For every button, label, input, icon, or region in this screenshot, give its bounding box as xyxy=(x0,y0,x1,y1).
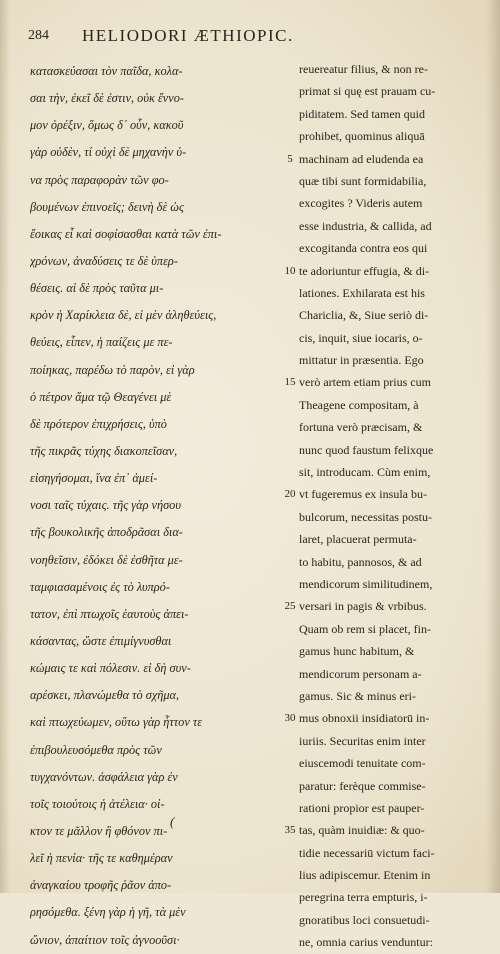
greek-line: ταμφιασαμένοις ἐς τὸ λυπρό- xyxy=(30,579,170,594)
greek-line: τυγχανόντων. ἀσφάλεια γὰρ ἐν xyxy=(30,769,178,784)
line-number-column xyxy=(281,58,299,954)
greek-line: λεῖ ἡ πενία· τῆς τε καθημέραν xyxy=(30,851,173,866)
greek-line: θεύεις, εἶπεν, ἡ παίζεις με πε- xyxy=(30,335,173,350)
latin-line: piditatem. Sed tamen quid xyxy=(299,106,425,121)
line-number: 15 xyxy=(284,376,296,389)
latin-line: mendicorum similitudinem, xyxy=(299,576,433,591)
latin-line: nunc quod faustum felixque xyxy=(299,442,434,457)
line-number: 30 xyxy=(284,712,296,725)
latin-line: machinam ad eludenda ea xyxy=(299,151,424,166)
greek-line: αρέσκει, πλανώμεθα τὸ σχῆμα, xyxy=(30,688,180,703)
latin-line: lius adipiscemur. Etenim in xyxy=(299,868,431,883)
latin-line: Quam ob rem si placet, fin- xyxy=(299,621,431,636)
latin-line: peregrina terra empturis, i- xyxy=(299,890,428,905)
greek-line: να πρὸς παραφορὰν τῶν φο- xyxy=(30,172,169,187)
greek-line: ρησόμεθα. ξένη γὰρ ἡ γῆ, τὰ μὲν xyxy=(30,905,186,920)
latin-line: Chariclia, &, Siue seriò di- xyxy=(299,308,429,323)
greek-line: κρὸν ἡ Χαρίκλεια δὲ, εἰ μὲν ἀληθεύεις, xyxy=(30,308,217,323)
latin-line: gnoratibus loci consuetudi- xyxy=(299,912,430,927)
greek-text-column xyxy=(30,58,275,954)
greek-line: ποίηκας, παρέδω τὸ παρὸν, εἰ γὰρ xyxy=(30,362,195,377)
greek-line: ἔοικας εἶ καὶ σοφίσασθαι κατὰ τῶν ἐπι- xyxy=(30,226,222,241)
latin-line: bulcorum, necessitas postu- xyxy=(299,509,432,524)
latin-line: fortuna verò præcisam, & xyxy=(299,420,423,435)
latin-line: excogites ? Videris autem xyxy=(299,196,423,211)
greek-line: κάσαντας, ὥστε ἐπιμίγνυσθαι xyxy=(30,633,172,648)
line-number: 25 xyxy=(284,600,296,613)
line-number: 20 xyxy=(284,488,296,501)
greek-line: τοῖς τοιούτοις ἡ ἀτέλεια· οἰ- xyxy=(30,796,165,811)
latin-line: rationi propior est pauper- xyxy=(299,800,425,815)
greek-line: τατον, ἐπὶ πτωχοῖς ἑαυτοὺς ἀπει- xyxy=(30,606,189,621)
latin-line: sit, introducam. Cùm enim, xyxy=(299,465,431,480)
running-title: HELIODORI ÆTHIOPIC. xyxy=(82,26,294,45)
greek-line: ἀναγκαίου τροφῆς ῥᾶον ἀπο- xyxy=(30,878,172,893)
latin-line: paratur: ferèque commise- xyxy=(299,778,426,793)
greek-line: βουμένων ἐπινοεῖς; δεινὴ δὲ ὡς xyxy=(30,199,184,214)
latin-line: gamus hunc habitum, & xyxy=(299,644,415,659)
latin-line: iuriis. Securitas enim inter xyxy=(299,733,426,748)
latin-line: Theagene compositam, à xyxy=(299,397,419,412)
latin-line: to habitu, pannosos, & ad xyxy=(299,554,422,569)
latin-line: primat si quę est prauam cu- xyxy=(299,84,436,99)
latin-line: esse industria, & callida, ad xyxy=(299,218,432,233)
latin-line: verò artem etiam prius cum xyxy=(299,375,431,390)
greek-line: γὰρ οὐδὲν, τί οὐχὶ δὲ μηχανὴν ὑ- xyxy=(30,145,187,160)
latin-line: laret, placuerat permuta- xyxy=(299,532,417,547)
greek-line: τῆς πικρᾶς τύχης διακοπεῖσαν, xyxy=(30,443,178,458)
page-left-edge xyxy=(0,0,10,893)
latin-line: lationes. Exhilarata est his xyxy=(299,285,425,300)
latin-line: versari in pagis & vrbibus. xyxy=(299,599,427,614)
latin-line: mittatur in præsentia. Ego xyxy=(299,353,424,368)
latin-line: mendicorum personam a- xyxy=(299,666,422,681)
greek-line: σαι τὴν, ἐκεῖ δὲ ἐστιν, οὐκ ἔννο- xyxy=(30,91,184,106)
latin-line: ne, omnia carius venduntur: xyxy=(299,935,433,950)
greek-line: θέσεις. αἱ δὲ πρὸς ταῦτα μι- xyxy=(30,281,164,296)
greek-line: κτον τε μᾶλλον ἢ φθόνον πι- xyxy=(30,823,168,838)
greek-line: νοσι ταῖς τύχαις. τῆς γὰρ νήσου xyxy=(30,498,181,513)
latin-text-column xyxy=(299,58,489,954)
greek-line: μον ὀρέξιν, ὅμως δ᾽ οὖν, κακοῦ xyxy=(30,118,184,133)
greek-line: νοηθεῖσιν, ἐδόκει δὲ ἐσθῆτα με- xyxy=(30,552,183,567)
catchword: ( xyxy=(170,814,175,829)
greek-line: ἐπιβουλευσόμεθα πρὸς τῶν xyxy=(30,742,162,757)
greek-line: κώμαις τε καὶ πόλεσιν. εἰ δὴ συν- xyxy=(30,661,191,676)
line-number: 35 xyxy=(284,824,296,837)
line-number: 5 xyxy=(287,152,293,165)
line-number: 10 xyxy=(284,264,296,277)
greek-line: δὲ πρότερον ἐπιχρήσεις, ὑπὸ xyxy=(30,416,167,431)
greek-line: εἰσηγήσομαι, ἵνα ἐπ᾽ ἀμεί- xyxy=(30,471,158,486)
latin-line: quæ tibi sunt formidabilia, xyxy=(299,173,427,188)
latin-line: te adoriuntur effugia, & di- xyxy=(299,263,430,278)
greek-line: χρόνων, ἀναδύσεις τε δὲ ὑπερ- xyxy=(30,253,178,268)
latin-line: gamus. Sic & minus eri- xyxy=(299,688,416,703)
latin-line: mus obnoxii insidiatorū in- xyxy=(299,711,430,726)
page-number: 284 xyxy=(28,28,49,43)
latin-line: excogitanda contra eos qui xyxy=(299,241,428,256)
latin-line: reuereatur filius, & non re- xyxy=(299,62,428,76)
latin-line: tas, quàm inuidiæ: & quo- xyxy=(299,823,425,838)
latin-line: vt fugeremus ex insula bu- xyxy=(299,487,427,502)
latin-line: eiuscemodi tenuitate com- xyxy=(299,756,426,771)
latin-line: tidie necessariū victum faci- xyxy=(299,845,435,860)
greek-line: τῆς βουκολικῆς ἀποδρᾶσαι δια- xyxy=(30,525,183,540)
greek-line: κατασκεύασαι τὸν παῖδα, κολα- xyxy=(30,64,183,78)
greek-line: ὤνιον, ἀπαίτιον τοῖς ἀγνοοῦσι· xyxy=(30,932,180,947)
greek-line: ὁ πέτρον ἅμα τῷ Θεαγένει μὲ xyxy=(30,389,172,404)
latin-line: cis, inquit, siue iocaris, o- xyxy=(299,330,423,345)
latin-line: prohibet, quominus aliquā xyxy=(299,129,425,144)
page-header xyxy=(28,22,488,52)
greek-line: καὶ πτωχεύωμεν, οὕτω γὰρ ἧττον τε xyxy=(30,715,203,730)
